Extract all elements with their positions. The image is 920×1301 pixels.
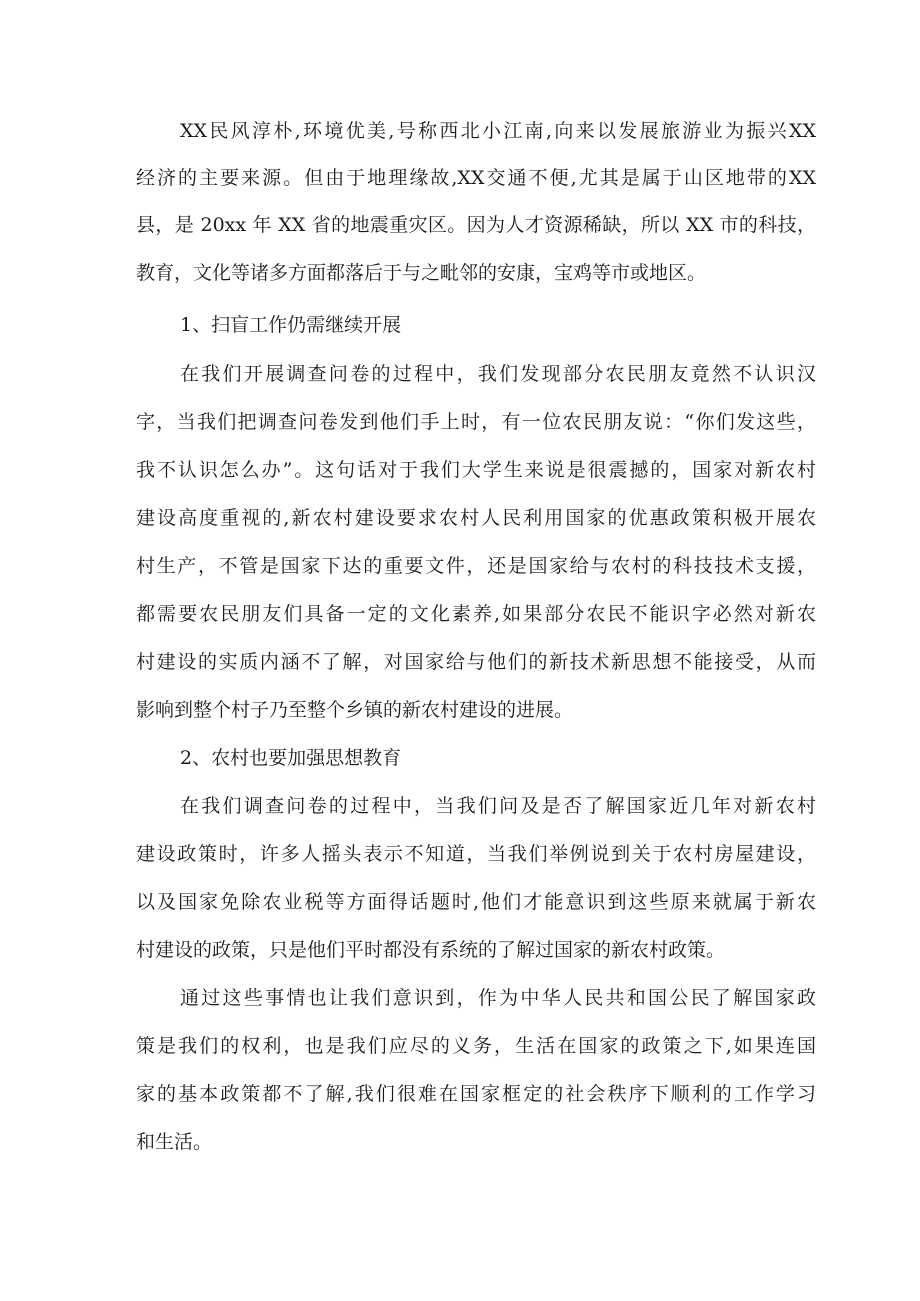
section-heading: 1、扫盲工作仍需继续开展: [180, 314, 402, 336]
body-text-line: 以及国家免除农业税等方面得话题时,他们才能意识到这些原来就属于新农: [136, 891, 816, 913]
body-text-line: 影响到整个村子乃至整个乡镇的新农村建设的进展。: [136, 699, 574, 721]
body-text-line: 和生活。: [136, 1131, 213, 1153]
body-text-line: 县，是 20xx 年 XX 省的地震重灾区。因为人才资源稀缺，所以 XX 市的科技，: [136, 214, 816, 236]
body-text-line: XX民风淳朴,环境优美,号称西北小江南,向来以发展旅游业为振兴XX: [180, 120, 816, 142]
body-text-line: 建设高度重视的,新农村建设要求农村人民利用国家的优惠政策积极开展农: [136, 507, 816, 529]
body-text-line: 通过这些事情也让我们意识到，作为中华人民共和国公民了解国家政: [180, 987, 816, 1009]
body-text-line: 在我们调查问卷的过程中，当我们问及是否了解国家近几年对新农村: [180, 795, 816, 817]
body-text-line: 村建设的实质内涵不了解，对国家给与他们的新技术新思想不能接受，从而: [136, 651, 816, 673]
body-text-line: 教育，文化等诸多方面都落后于与之毗邻的安康，宝鸡等市或地区。: [136, 262, 707, 284]
body-text-line: 都需要农民朋友们具备一定的文化素养,如果部分农民不能识字必然对新农: [136, 603, 816, 625]
body-text-line: 家的基本政策都不了解,我们很难在国家框定的社会秩序下顺利的工作学习: [136, 1083, 816, 1105]
body-text-line: 在我们开展调查问卷的过程中，我们发现部分农民朋友竟然不认识汉: [180, 363, 816, 385]
body-text-line: 经济的主要来源。但由于地理缘故,XX交通不便,尤其是属于山区地带的XX: [136, 167, 816, 189]
body-text-line: 字，当我们把调查问卷发到他们手上时，有一位农民朋友说：“你们发这些，: [136, 411, 816, 433]
body-text-line: 村建设的政策，只是他们平时都没有系统的了解过国家的新农村政策。: [136, 939, 726, 961]
body-text-line: 策是我们的权利，也是我们应尽的义务，生活在国家的政策之下,如果连国: [136, 1035, 816, 1057]
section-heading: 2、农村也要加强思想教育: [180, 747, 402, 769]
body-text-line: 建设政策时，许多人摇头表示不知道，当我们举例说到关于农村房屋建设，: [136, 843, 816, 865]
body-text-line: 村生产，不管是国家下达的重要文件，还是国家给与农村的科技技术支援，: [136, 555, 816, 577]
body-text-line: 我不认识怎么办”。这句话对于我们大学生来说是很震撼的，国家对新农村: [136, 459, 816, 481]
